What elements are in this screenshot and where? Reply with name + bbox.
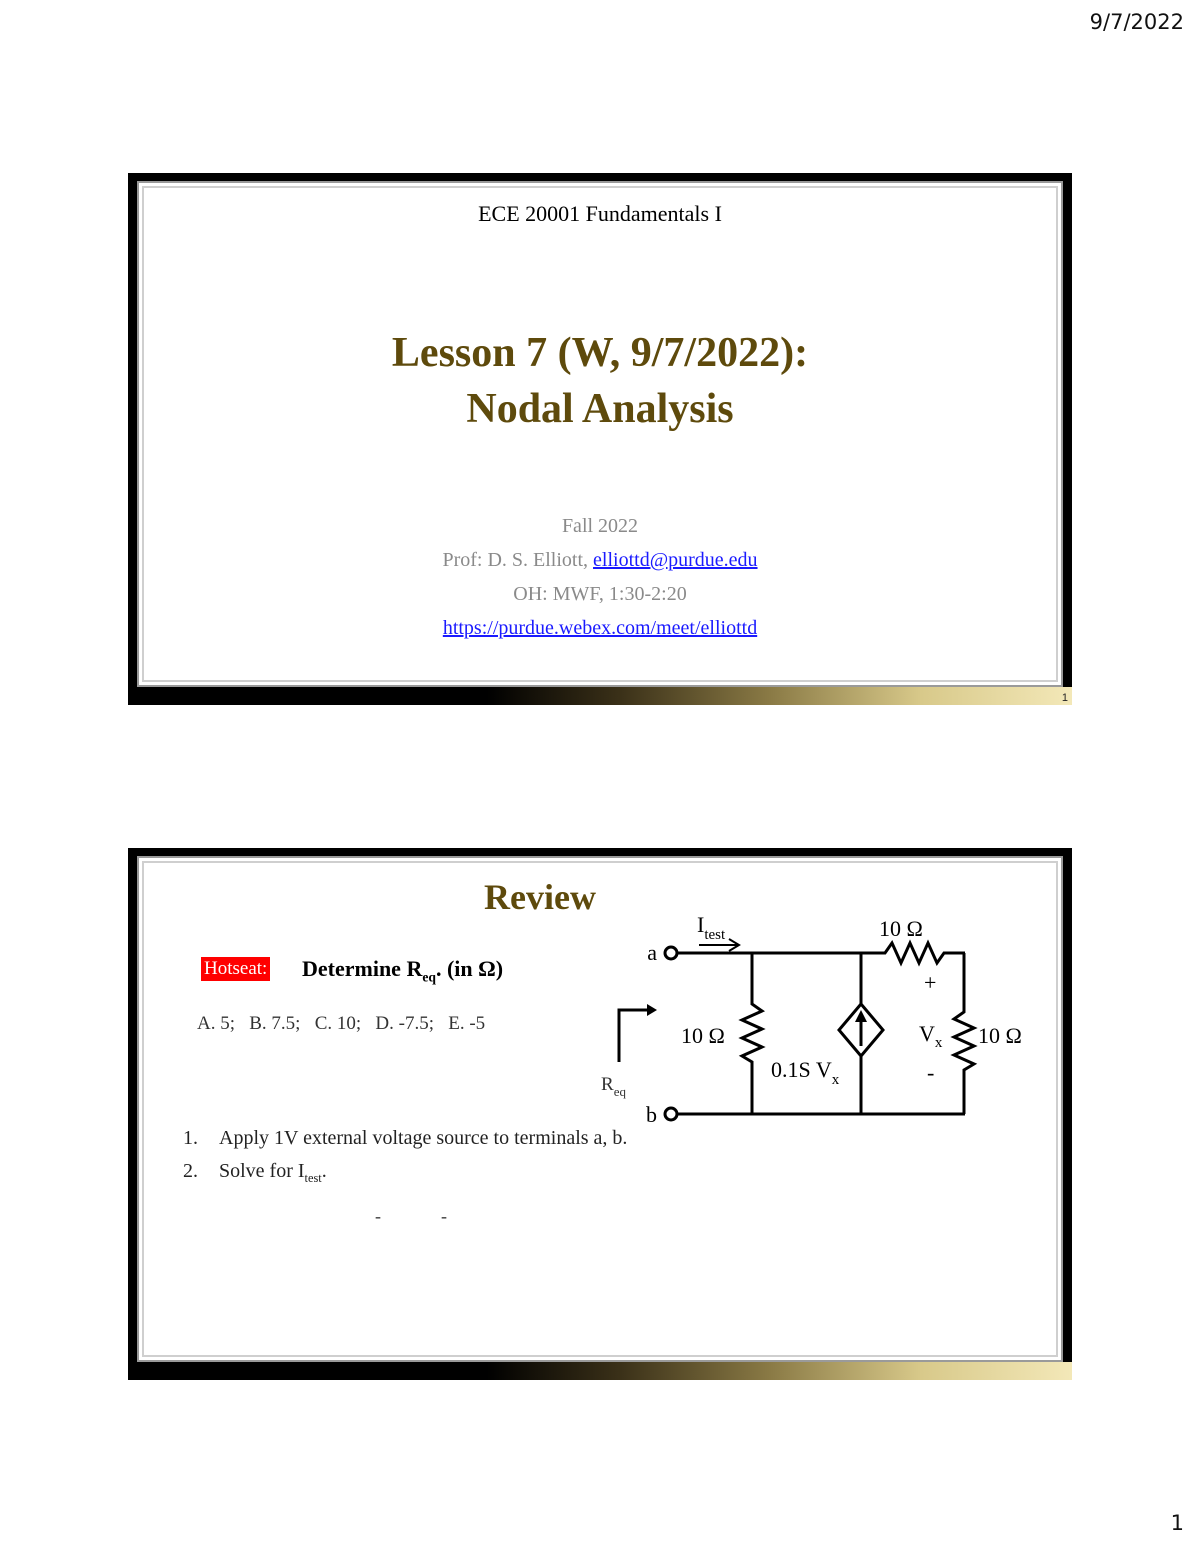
left-resistor	[742, 998, 762, 1114]
blank-dash-2: -	[441, 1206, 447, 1226]
slide-1	[128, 173, 1072, 705]
step-2: 2. Solve for $I_{test}$.	[183, 1160, 327, 1185]
vx-minus: -	[927, 1060, 935, 1085]
lesson-title-line-2: Nodal Analysis	[466, 386, 734, 432]
slide-footer-bar	[128, 1362, 1072, 1380]
hotseat-badge: Hotseat:	[201, 957, 270, 981]
top-resistor-label: 10 Ω	[879, 916, 923, 941]
course-info	[139, 509, 1061, 645]
vx-label: $V_x$	[919, 1021, 943, 1051]
req-arrow	[619, 1010, 653, 1062]
blank-dash-1: -	[375, 1206, 381, 1226]
review-title: Review	[484, 877, 596, 917]
vx-plus: +	[924, 970, 937, 995]
professor-email-link[interactable]: elliottd@purdue.edu	[593, 549, 758, 571]
slide-number: 1	[1061, 692, 1068, 704]
page-number: 1	[1170, 1511, 1184, 1535]
terminal-b-label: b	[646, 1102, 657, 1127]
lesson-title-line-1: Lesson 7 (W, 9/7/2022):	[391, 330, 809, 376]
solution-steps	[183, 1122, 627, 1195]
professor-name: Prof: D. S. Elliott,	[442, 549, 594, 571]
terminal-b	[665, 1108, 677, 1120]
semester: Fall 2022	[561, 515, 639, 537]
right-resistor-label: 10 Ω	[978, 1023, 1022, 1048]
current-label: $I_{test}$	[697, 912, 726, 943]
terminal-a-label: a	[647, 940, 657, 965]
webex-link[interactable]: https://purdue.webex.com/meet/elliottd	[442, 617, 758, 639]
question-text: Determine $R_{eq}$. (in Ω)	[302, 956, 504, 985]
top-resistor	[879, 943, 963, 963]
lesson-title	[139, 325, 1061, 437]
answer-choices: A. 5; B. 7.5; C. 10; D. -7.5; E. -5	[197, 1013, 486, 1034]
office-hours: OH: MWF, 1:30-2:20	[513, 583, 687, 605]
page-date: 9/7/2022	[1089, 10, 1184, 34]
req-label: $R_{eq}$	[601, 1074, 626, 1099]
professor-line	[139, 543, 1061, 577]
course-title: ECE 20001 Fundamentals I	[478, 201, 722, 226]
source-label: 0.1S $V_x$	[771, 1057, 840, 1088]
circuit-diagram	[579, 880, 1022, 1127]
slide-2-content	[137, 856, 1063, 1362]
right-resistor	[954, 1006, 974, 1114]
step-1: 1. Apply 1V external voltage source to terminals a, b.	[183, 1127, 628, 1149]
terminal-a	[665, 947, 677, 959]
left-resistor-label: 10 Ω	[681, 1023, 725, 1048]
slide-2	[128, 848, 1072, 1380]
slide-footer-bar	[128, 687, 1072, 705]
slide-1-content	[137, 181, 1063, 687]
